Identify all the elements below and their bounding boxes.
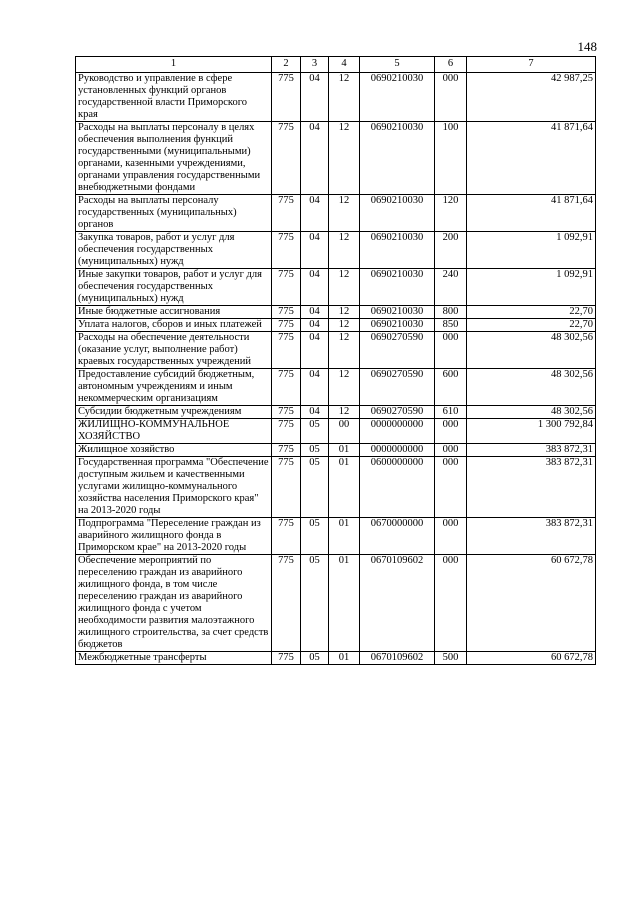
- row-subsection-code: 12: [329, 332, 360, 369]
- table-row: [76, 332, 596, 369]
- row-admin-code: 775: [272, 232, 301, 269]
- row-target-code: 0000000000: [360, 444, 435, 457]
- row-amount: 22,70: [467, 319, 596, 332]
- row-target-code: 0600000000: [360, 457, 435, 518]
- row-expense-type-code: 000: [435, 518, 467, 555]
- row-expense-type-code: 000: [435, 457, 467, 518]
- row-subsection-code: 12: [329, 269, 360, 306]
- row-section-code: 04: [301, 406, 329, 419]
- row-section-code: 05: [301, 419, 329, 444]
- row-name: Расходы на обеспечение деятельности (оказание услуг, выполнение работ) краевых государственных учреждений: [76, 332, 272, 369]
- column-header: 2: [272, 57, 301, 73]
- row-name: Иные бюджетные ассигнования: [76, 306, 272, 319]
- row-admin-code: 775: [272, 518, 301, 555]
- table-row: [76, 232, 596, 269]
- row-target-code: 0690270590: [360, 332, 435, 369]
- row-subsection-code: 12: [329, 122, 360, 195]
- row-expense-type-code: 000: [435, 419, 467, 444]
- page-number: 148: [577, 39, 597, 54]
- row-target-code: 0690210030: [360, 269, 435, 306]
- row-name: Государственная программа "Обеспечение доступным жильем и качественными услугами жилищно-коммунального хозяйства населения Приморского края" на 2013-2020 годы: [76, 457, 272, 518]
- row-name: Расходы на выплаты персоналу в целях обеспечения выполнения функций государственными (муниципальными) органами, казенными учреждениями, органами управления государственными внебюджетными фондами: [76, 122, 272, 195]
- row-subsection-code: 12: [329, 306, 360, 319]
- column-header: 4: [329, 57, 360, 73]
- column-header: 7: [467, 57, 596, 73]
- row-amount: 383 872,31: [467, 444, 596, 457]
- row-target-code: 0670000000: [360, 518, 435, 555]
- row-target-code: 0670109602: [360, 652, 435, 665]
- row-section-code: 05: [301, 444, 329, 457]
- row-admin-code: 775: [272, 319, 301, 332]
- row-name: Иные закупки товаров, работ и услуг для обеспечения государственных (муниципальных) нужд: [76, 269, 272, 306]
- row-target-code: 0670109602: [360, 555, 435, 652]
- row-section-code: 04: [301, 73, 329, 122]
- column-header: 1: [76, 57, 272, 73]
- row-section-code: 04: [301, 232, 329, 269]
- row-section-code: 05: [301, 555, 329, 652]
- row-admin-code: 775: [272, 306, 301, 319]
- table-row: [76, 518, 596, 555]
- row-amount: 41 871,64: [467, 195, 596, 232]
- column-header: 5: [360, 57, 435, 73]
- row-subsection-code: 12: [329, 232, 360, 269]
- row-expense-type-code: 000: [435, 73, 467, 122]
- row-name: Обеспечение мероприятий по переселению граждан из аварийного жилищного фонда, в том числе переселению граждан из аварийного жилищного фонда с учетом необходимости развития малоэтажного жилищного строительства, за счет средств бюджетов: [76, 555, 272, 652]
- row-subsection-code: 01: [329, 457, 360, 518]
- row-target-code: 0690270590: [360, 369, 435, 406]
- row-expense-type-code: 800: [435, 306, 467, 319]
- table-row: [76, 269, 596, 306]
- row-admin-code: 775: [272, 555, 301, 652]
- table-row: [76, 369, 596, 406]
- row-expense-type-code: 600: [435, 369, 467, 406]
- row-amount: 383 872,31: [467, 457, 596, 518]
- column-header: 3: [301, 57, 329, 73]
- row-expense-type-code: 000: [435, 555, 467, 652]
- row-amount: 1 300 792,84: [467, 419, 596, 444]
- row-admin-code: 775: [272, 332, 301, 369]
- row-name: Подпрограмма "Переселение граждан из аварийного жилищного фонда в Приморском крае" на 2013-2020 годы: [76, 518, 272, 555]
- table-row: [76, 419, 596, 444]
- row-section-code: 05: [301, 457, 329, 518]
- table-row: [76, 444, 596, 457]
- row-expense-type-code: 200: [435, 232, 467, 269]
- row-amount: 60 672,78: [467, 652, 596, 665]
- row-subsection-code: 12: [329, 319, 360, 332]
- row-admin-code: 775: [272, 369, 301, 406]
- row-expense-type-code: 240: [435, 269, 467, 306]
- row-expense-type-code: 610: [435, 406, 467, 419]
- row-admin-code: 775: [272, 269, 301, 306]
- row-name: Уплата налогов, сборов и иных платежей: [76, 319, 272, 332]
- row-subsection-code: 00: [329, 419, 360, 444]
- row-subsection-code: 12: [329, 73, 360, 122]
- row-name: Руководство и управление в сфере установленных функций органов государственной власти Приморского края: [76, 73, 272, 122]
- row-admin-code: 775: [272, 457, 301, 518]
- row-admin-code: 775: [272, 73, 301, 122]
- row-section-code: 04: [301, 306, 329, 319]
- row-target-code: 0690270590: [360, 406, 435, 419]
- row-amount: 48 302,56: [467, 369, 596, 406]
- row-name: Межбюджетные трансферты: [76, 652, 272, 665]
- table-row: [76, 73, 596, 122]
- row-target-code: 0690210030: [360, 232, 435, 269]
- table-row: [76, 306, 596, 319]
- row-subsection-code: 12: [329, 195, 360, 232]
- row-target-code: 0690210030: [360, 122, 435, 195]
- table-row: [76, 457, 596, 518]
- row-expense-type-code: 850: [435, 319, 467, 332]
- row-amount: 42 987,25: [467, 73, 596, 122]
- row-amount: 22,70: [467, 306, 596, 319]
- row-admin-code: 775: [272, 444, 301, 457]
- row-name: Расходы на выплаты персоналу государственных (муниципальных) органов: [76, 195, 272, 232]
- row-amount: 48 302,56: [467, 332, 596, 369]
- row-target-code: 0690210030: [360, 319, 435, 332]
- row-amount: 1 092,91: [467, 232, 596, 269]
- table-header-row: [76, 57, 596, 73]
- row-subsection-code: 01: [329, 444, 360, 457]
- row-subsection-code: 12: [329, 369, 360, 406]
- row-name: Субсидии бюджетным учреждениям: [76, 406, 272, 419]
- row-section-code: 04: [301, 122, 329, 195]
- table-row: [76, 195, 596, 232]
- row-expense-type-code: 120: [435, 195, 467, 232]
- row-section-code: 04: [301, 269, 329, 306]
- row-admin-code: 775: [272, 419, 301, 444]
- row-subsection-code: 01: [329, 555, 360, 652]
- table-row: [76, 319, 596, 332]
- row-name: Предоставление субсидий бюджетным, автономным учреждениям и иным некоммерческим организациям: [76, 369, 272, 406]
- row-amount: 48 302,56: [467, 406, 596, 419]
- row-admin-code: 775: [272, 195, 301, 232]
- row-admin-code: 775: [272, 122, 301, 195]
- column-header: 6: [435, 57, 467, 73]
- row-section-code: 04: [301, 369, 329, 406]
- table-row: [76, 555, 596, 652]
- row-expense-type-code: 000: [435, 444, 467, 457]
- row-target-code: 0690210030: [360, 73, 435, 122]
- budget-table: [75, 56, 596, 665]
- row-section-code: 04: [301, 319, 329, 332]
- row-amount: 41 871,64: [467, 122, 596, 195]
- row-section-code: 04: [301, 332, 329, 369]
- row-name: ЖИЛИЩНО-КОММУНАЛЬНОЕ ХОЗЯЙСТВО: [76, 419, 272, 444]
- row-section-code: 05: [301, 518, 329, 555]
- row-expense-type-code: 500: [435, 652, 467, 665]
- row-admin-code: 775: [272, 406, 301, 419]
- row-target-code: 0690210030: [360, 195, 435, 232]
- row-section-code: 04: [301, 195, 329, 232]
- table-row: [76, 406, 596, 419]
- row-subsection-code: 01: [329, 652, 360, 665]
- row-amount: 383 872,31: [467, 518, 596, 555]
- table-row: [76, 122, 596, 195]
- table-row: [76, 652, 596, 665]
- row-name: Закупка товаров, работ и услуг для обеспечения государственных (муниципальных) нужд: [76, 232, 272, 269]
- row-expense-type-code: 100: [435, 122, 467, 195]
- row-amount: 1 092,91: [467, 269, 596, 306]
- row-amount: 60 672,78: [467, 555, 596, 652]
- row-target-code: 0000000000: [360, 419, 435, 444]
- row-subsection-code: 01: [329, 518, 360, 555]
- row-name: Жилищное хозяйство: [76, 444, 272, 457]
- row-section-code: 05: [301, 652, 329, 665]
- row-target-code: 0690210030: [360, 306, 435, 319]
- row-expense-type-code: 000: [435, 332, 467, 369]
- row-admin-code: 775: [272, 652, 301, 665]
- row-subsection-code: 12: [329, 406, 360, 419]
